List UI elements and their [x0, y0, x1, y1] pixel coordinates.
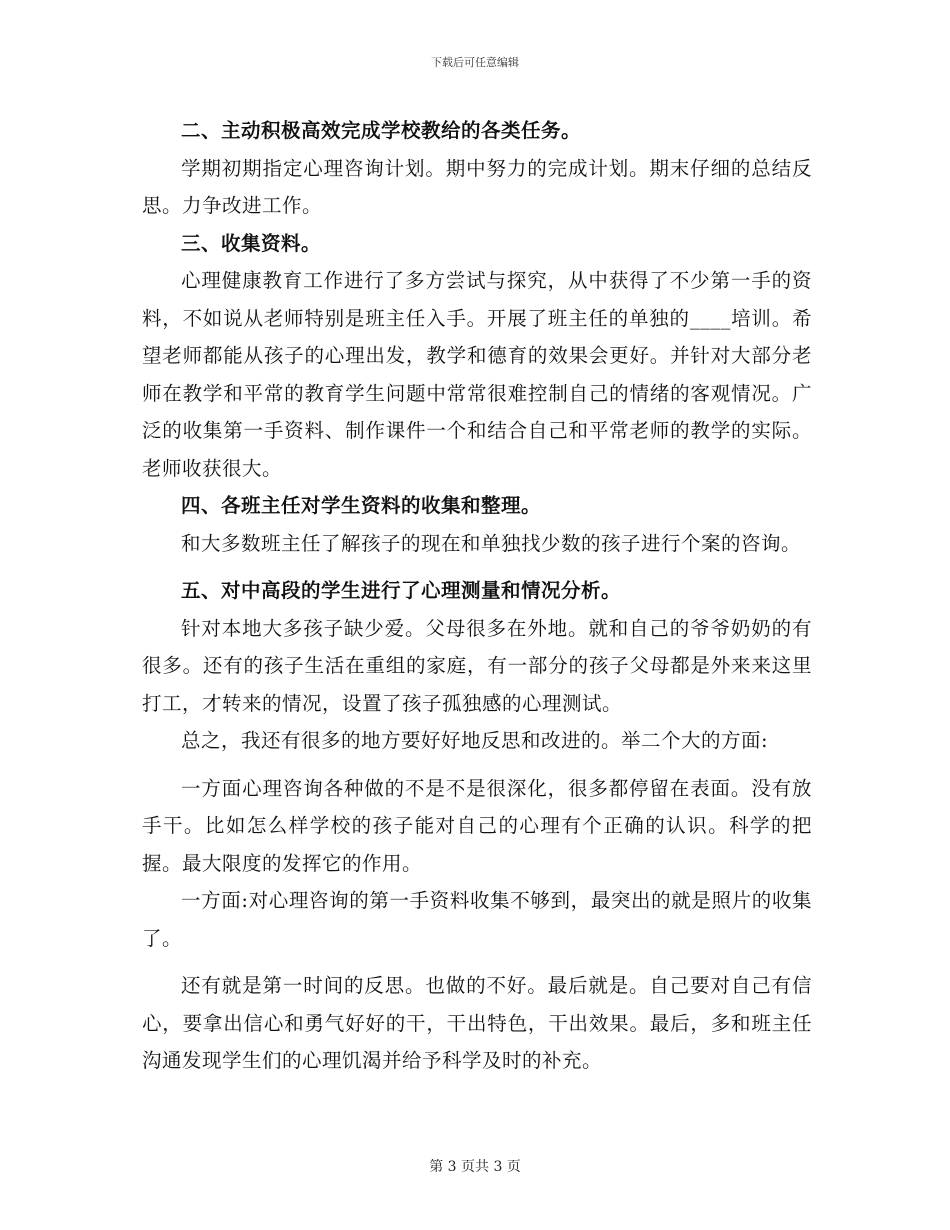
paragraph-survey: 针对本地大多孩子缺少爱。父母很多在外地。就和自己的爷爷奶奶的有很多。还有的孩子生活在重组的家庭，有一部分的孩子父母都是外来来这里打工，才转来的情况，设置了孩子孤独感的心理测试。: [142, 616, 812, 715]
paragraph-plan: 学期初期指定心理咨询计划。期中努力的完成计划。期末仔细的总结反思。力争改进工作。: [142, 156, 812, 217]
page-header: 下载后可任意编辑: [431, 56, 519, 69]
page-footer: 第 3 页共 3 页: [429, 1159, 521, 1175]
section-heading-2: 二、主动积极高效完成学校教给的各类任务。: [181, 119, 582, 142]
document-body: [142, 112, 812, 1080]
section-heading-3: 三、收集资料。: [181, 231, 322, 255]
paragraph-collect: 心理健康教育工作进行了多方尝试与探究，从中获得了不少第一手的资料，不如说从老师特别是班主任入手。开展了班主任的单独的____培训。希望老师都能从孩子的心理出发，教学和德育的效果会更好。并针对大部分老师在教学和平常的教育学生问题中常常很难控制自己的情绪的客观情况。广泛的收集第一手资料、制作课件一个和结合自己和平常老师的教学的实际。老师收获很大。: [142, 269, 812, 480]
paragraph-summary: 总之，我还有很多的地方要好好地反思和改进的。举二个大的方面:: [181, 729, 769, 752]
paragraph-teachers: 和大多数班主任了解孩子的现在和单独找少数的孩子进行个案的咨询。: [181, 531, 802, 555]
section-heading-5: 五、对中高段的学生进行了心理测量和情况分析。: [181, 579, 622, 602]
paragraph-aspect-1: 一方面心理咨询各种做的不是不是很深化，很多都停留在表面。没有放手干。比如怎么样学校的孩子能对自己的心理有个正确的认识。科学的把握。最大限度的发挥它的作用。: [142, 776, 812, 875]
section-heading-4: 四、各班主任对学生资料的收集和整理。: [181, 494, 542, 517]
paragraph-aspect-2: 一方面:对心理咨询的第一手资料收集不够到，最突出的就是照片的收集了。: [142, 889, 812, 950]
paragraph-conclusion: 还有就是第一时间的反思。也做的不好。最后就是。自己要对自己有信心，要拿出信心和勇气好好的干，干出特色，干出效果。最后，多和班主任沟通发现学生们的心理饥渴并给予科学及时的补充。: [142, 974, 812, 1072]
